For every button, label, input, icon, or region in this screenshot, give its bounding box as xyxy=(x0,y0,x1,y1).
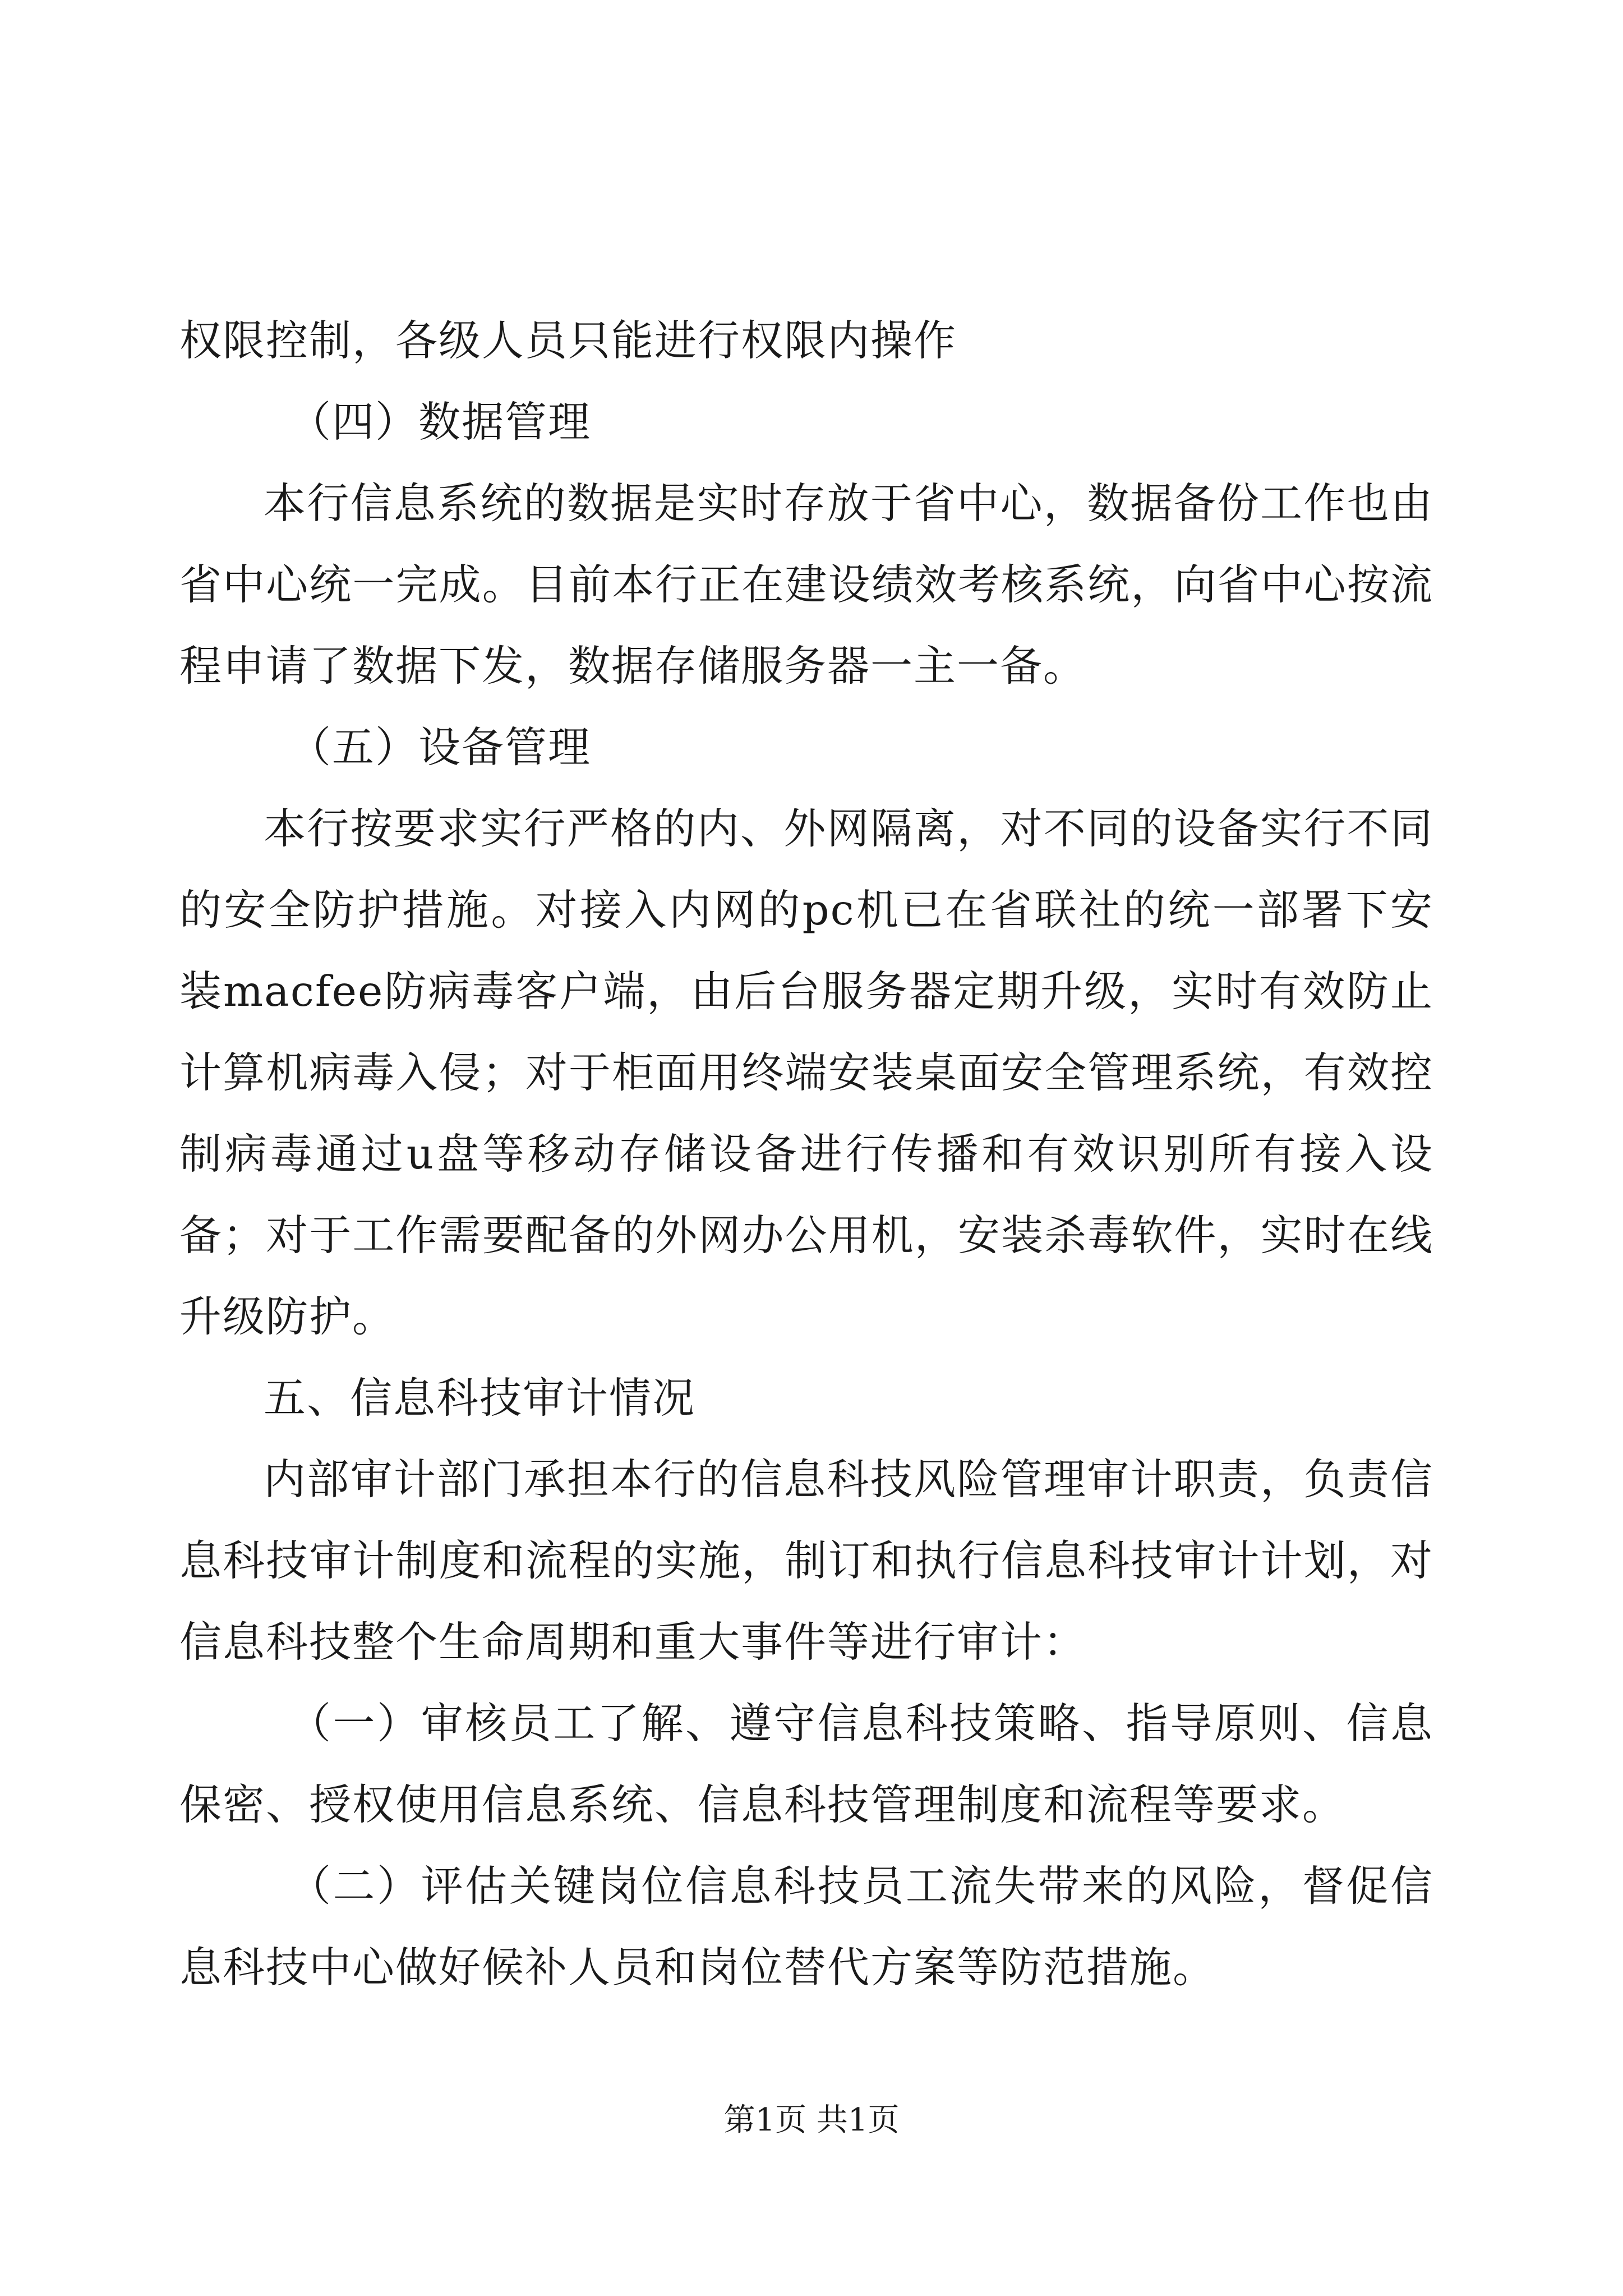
subheading-data-management: （四）数据管理 xyxy=(289,397,592,447)
document-body xyxy=(179,300,1433,2008)
paragraph-data-management: 本行信息系统的数据是实时存放于省中心，数据备份工作也由省中心统一完成。目前本行正在建设绩效考核系统，向省中心按流程申请了数据下发，数据存储服务器一主一备。 xyxy=(179,478,1433,691)
paragraph-audit-item-1: （一）审核员工了解、遵守信息科技策略、指导原则、信息保密、授权使用信息系统、信息科技管理制度和流程等要求。 xyxy=(179,1699,1433,1829)
paragraph-audit-intro: 内部审计部门承担本行的信息科技风险管理审计职责，负责信息科技审计制度和流程的实施，制订和执行信息科技审计计划，对信息科技整个生命周期和重大事件等进行审计： xyxy=(179,1455,1433,1667)
subheading-device-management: （五）设备管理 xyxy=(289,723,592,772)
paragraph-continuation: 权限控制，各级人员只能进行权限内操作 xyxy=(179,316,957,365)
page-footer: 第1页 共1页 xyxy=(723,2102,900,2138)
paragraph-device-management: 本行按要求实行严格的内、外网隔离，对不同的设备实行不同的安全防护措施。对接入内网的pc机已在省联社的统一部署下安装macfee防病毒客户端，由后台服务器定期升级，实时有效防止计算机病毒入侵；对于柜面用终端安装桌面安全管理系统，有效控制病毒通过u盘等移动存储设备进行传播和有效识别所有接入设备；对于工作需要配备的外网办公用机，安装杀毒软件，实时在线升级防护。 xyxy=(179,804,1433,1341)
paragraph-audit-item-2: （二）评估关键岗位信息科技员工流失带来的风险，督促信息科技中心做好候补人员和岗位替代方案等防范措施。 xyxy=(179,1861,1433,1992)
section-heading-audit: 五、信息科技审计情况 xyxy=(264,1373,696,1423)
